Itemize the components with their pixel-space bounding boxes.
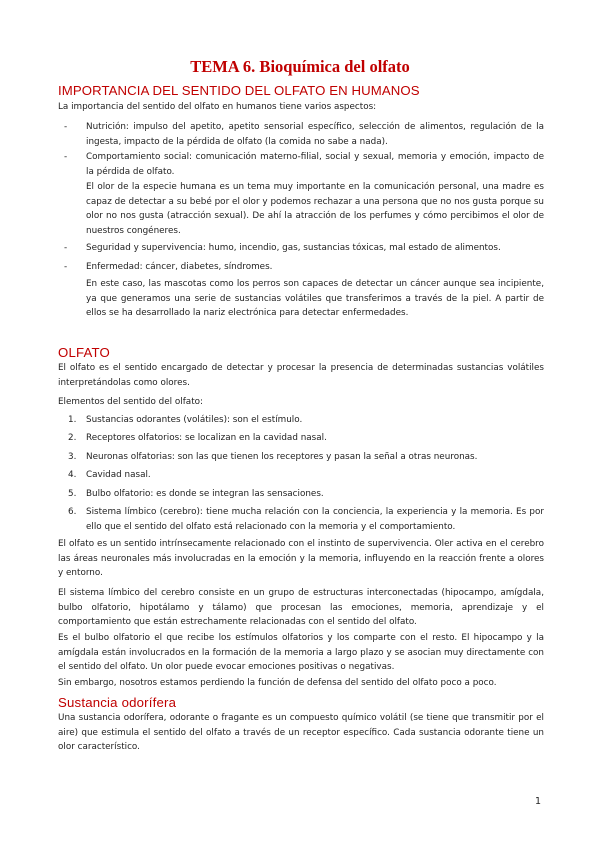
paragraph-perdida-defensa: Sin embargo, nosotros estamos perdiendo la función de defensa del sentido del olfato poco a poco. — [58, 678, 497, 688]
list-item-text: Enfermedad: cáncer, diabetes, síndromes. — [86, 262, 273, 272]
section-heading-importancia: IMPORTANCIA DEL SENTIDO DEL OLFATO EN HUMANOS — [58, 83, 420, 98]
item-text: Sistema límbico (cerebro): tiene mucha relación con la conciencia, la experiencia y la memoria. Es por ello que el sentido del olfato está relacionado con la memoria y el comportamiento. — [86, 507, 544, 532]
item-text: Cavidad nasal. — [86, 470, 151, 480]
item-number: 3. — [68, 452, 77, 462]
paragraph-olfato-definicion: El olfato es el sentido encargado de detectar y procesar la presencia de determinadas sustancias volátiles interpretándolas como olores. — [58, 363, 544, 388]
page-number: 1 — [535, 796, 542, 807]
paragraph-instinto: El olfato es un sentido intrínsecamente relacionado con el instinto de supervivencia. Oler activa en el cerebro las áreas neuronales más involucradas en la emoción y la memoria, influyendo en la reacción frente a olores y entorno. — [58, 539, 544, 579]
dash-marker: - — [64, 122, 68, 132]
paragraph-olor-especie: El olor de la especie humana es un tema muy importante en la comunicación personal, una madre es capaz de detectar a su bebé por el olor y podemos rechazar a una persona que no nos gusta porque su olor no nos gusta (atracción sexual). De ahí la atracción de los perfumes y cómo percibimos el olor de nuestros congéneres. — [86, 182, 544, 236]
item-text: Sustancias odorantes (volátiles): son el estímulo. — [86, 415, 303, 425]
paragraph-intro: La importancia del sentido del olfato en humanos tiene varios aspectos: — [58, 102, 377, 112]
item-number: 6. — [68, 507, 77, 517]
item-number: 1. — [68, 415, 77, 425]
section-heading-sustancia: Sustancia odorífera — [58, 695, 177, 710]
dash-marker: - — [64, 243, 68, 253]
item-number: 4. — [68, 470, 77, 480]
dash-marker: - — [64, 152, 68, 162]
page-title: TEMA 6. Bioquímica del olfato — [190, 57, 410, 76]
list-item-text: Seguridad y supervivencia: humo, incendio, gas, sustancias tóxicas, mal estado de alimentos. — [86, 243, 501, 253]
item-number: 5. — [68, 489, 77, 499]
paragraph-sistema-limbico: El sistema límbico del cerebro consiste en un grupo de estructuras interconectadas (hipocampo, amígdala, bulbo olfatorio, hipotálamo y tálamo) que procesan las emociones, memoria, aprendizaje y el comportamiento que están estrechamente relacionadas con el sentido del olfato. — [58, 588, 544, 628]
dash-marker: - — [64, 262, 68, 272]
item-text: Bulbo olfatorio: es donde se integran las sensaciones. — [86, 489, 324, 499]
section-heading-olfato: OLFATO — [58, 345, 111, 360]
paragraph-mascotas: En este caso, las mascotas como los perros son capaces de detectar un cáncer aunque sea incipiente, ya que generamos una serie de sustancias volátiles que transferimos a través de la piel. A partir de ellos se ha desarrollado la nariz electrónica para detectar enfermedades. — [86, 279, 544, 319]
list-item-text: Nutrición: impulso del apetito, apetito sensorial específico, selección de alimentos, regulación de la ingesta, impacto de la pérdida de olfato (la comida no sabe a nada). — [86, 122, 544, 147]
item-text: Neuronas olfatorias: son las que tienen los receptores y pasan la señal a otras neuronas. — [86, 452, 478, 462]
item-number: 2. — [68, 433, 77, 443]
paragraph-sustancia-definicion: Una sustancia odorífera, odorante o fragante es un compuesto químico volátil (se tiene que transmitir por el aire) que estimula el sentido del olfato a través de un receptor específico. Cada sustancia odorante tiene un olor característico. — [58, 713, 544, 753]
item-text: Receptores olfatorios: se localizan en la cavidad nasal. — [86, 433, 327, 443]
paragraph-bulbo: Es el bulbo olfatorio el que recibe los estímulos olfatorios y los comparte con el resto. El hipocampo y la amígdala están involucrados en la formación de la memoria a largo plazo y se asocian muy directamente con el sentido del olfato. Un olor puede evocar emociones positivas o negativas. — [58, 633, 544, 673]
paragraph-elementos: Elementos del sentido del olfato: — [58, 397, 203, 407]
list-item-text: Comportamiento social: comunicación materno-filial, social y sexual, memoria y emoción, impacto de la pérdida de olfato. — [86, 152, 544, 177]
